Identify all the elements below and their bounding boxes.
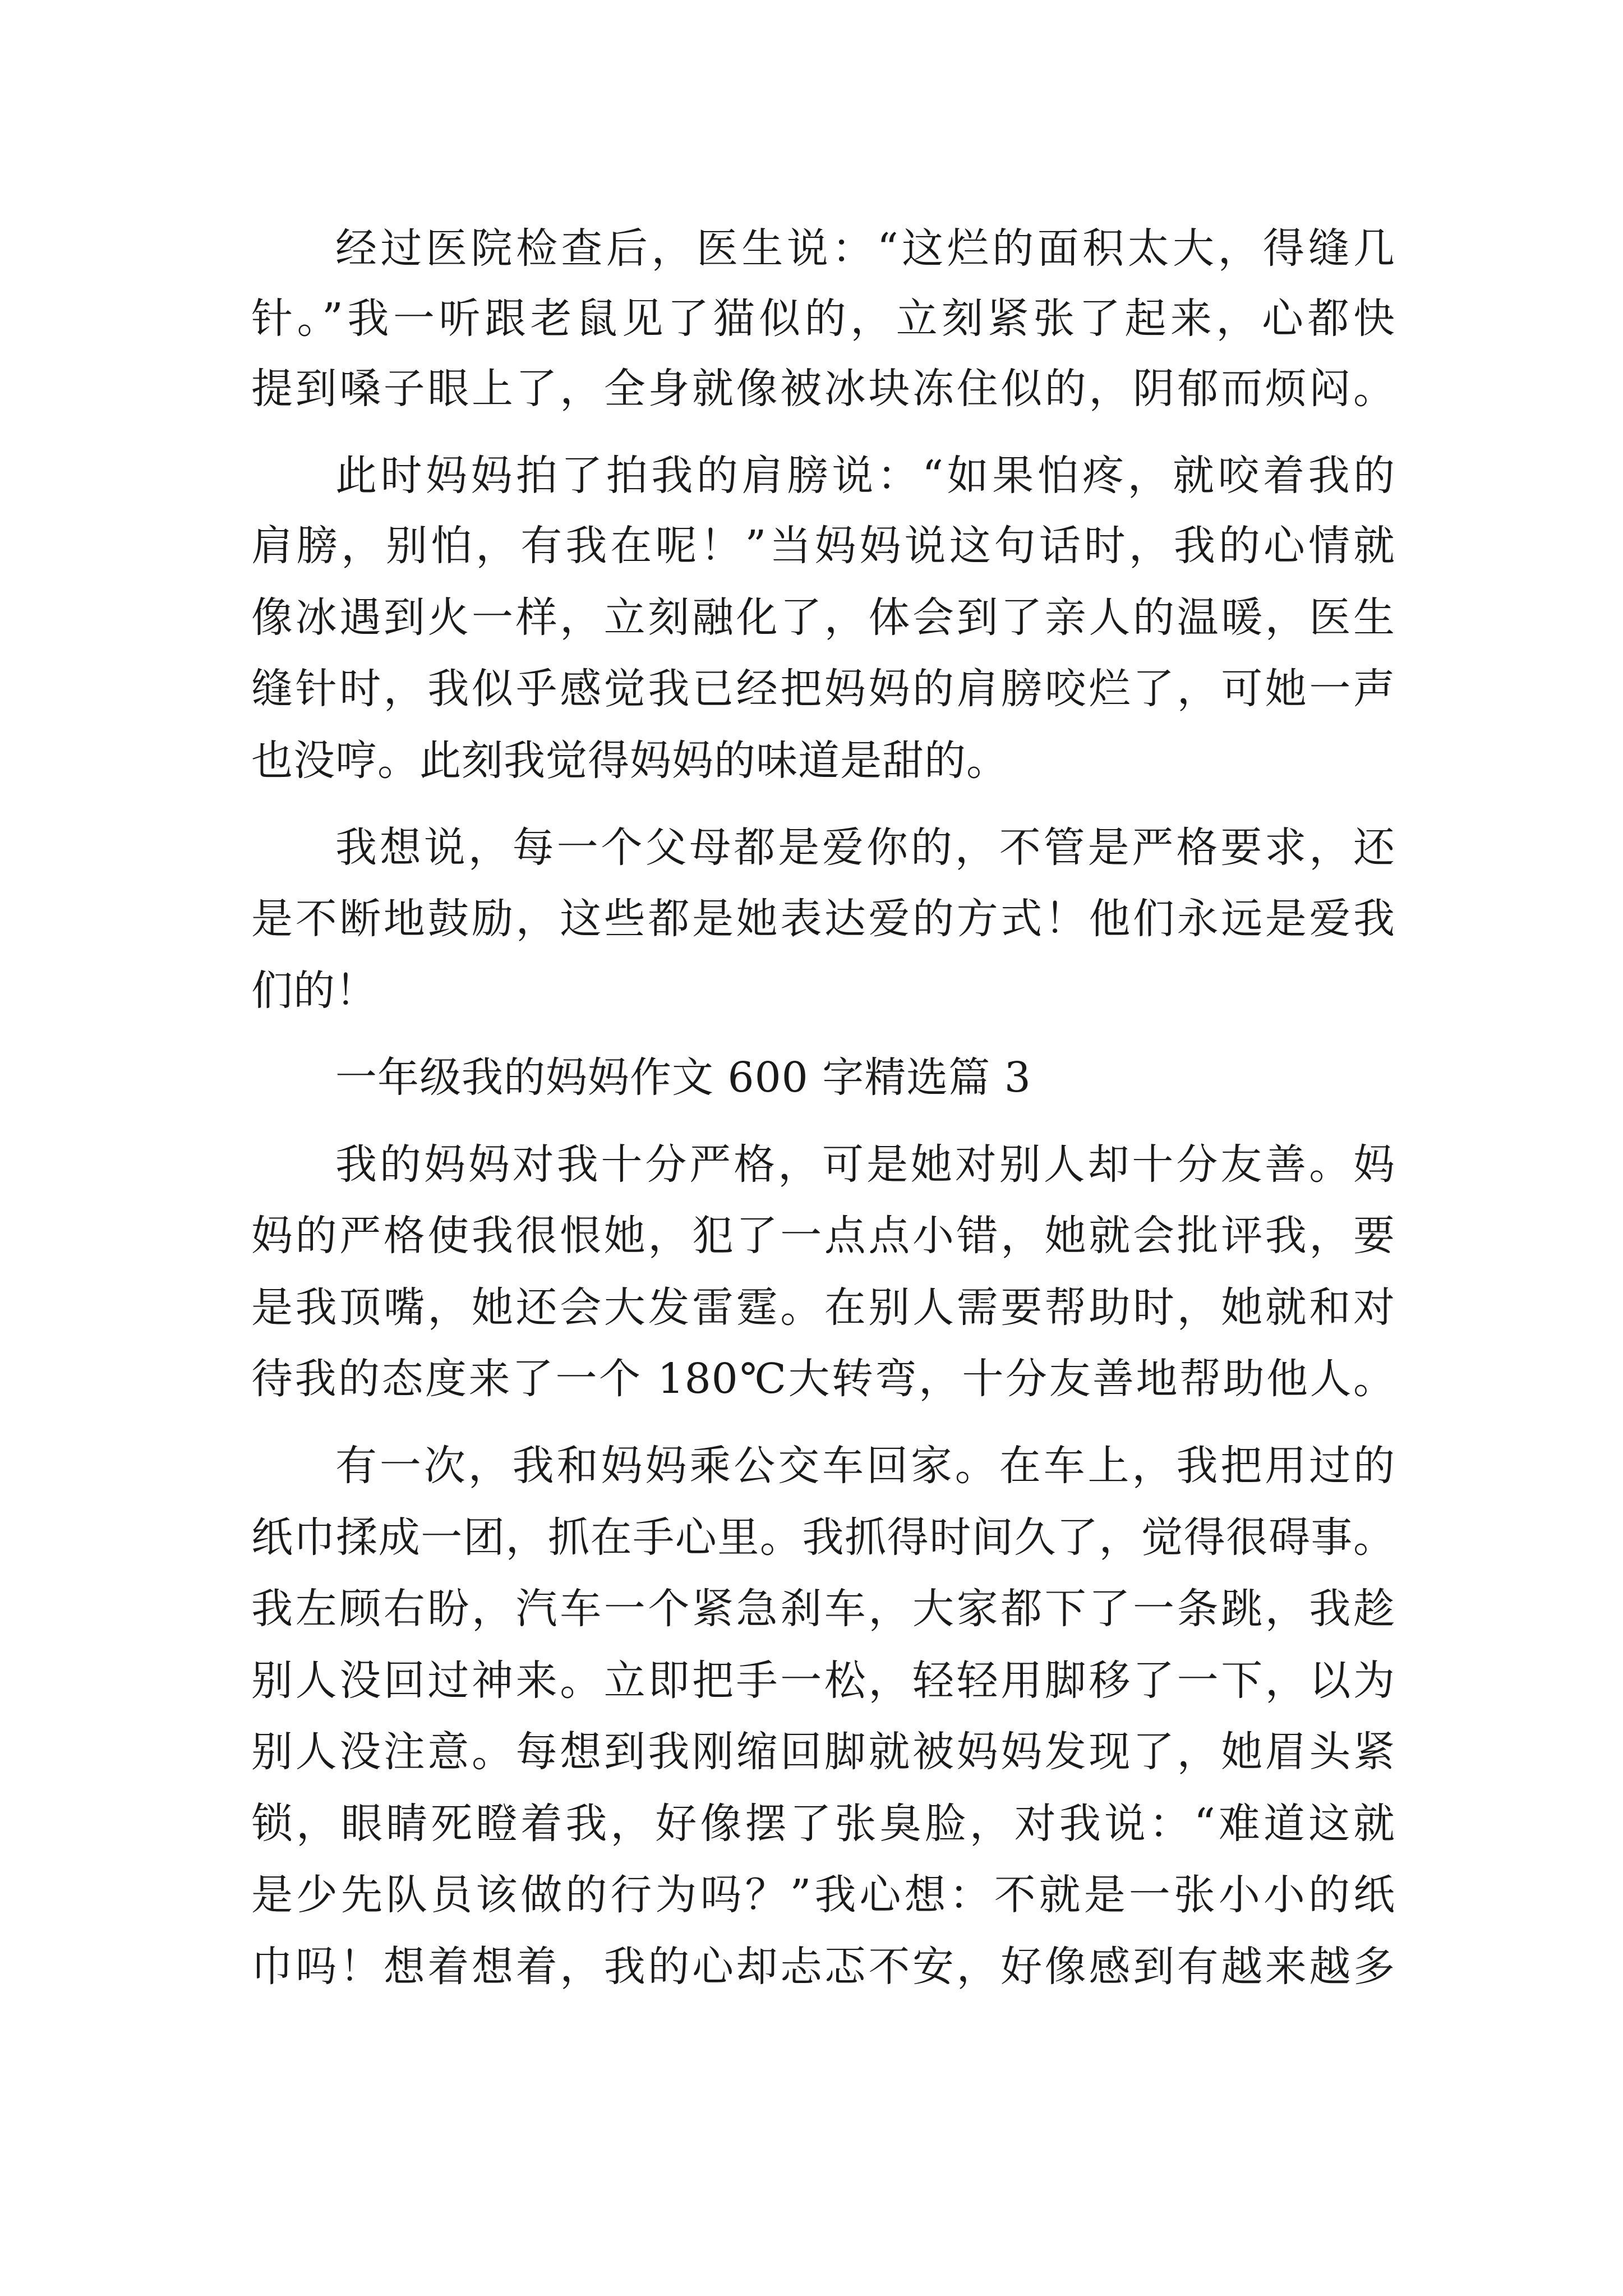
paragraph-line: 此时妈妈拍了拍我的肩膀说：“如果怕疼，就咬着我的 [335, 452, 1395, 500]
paragraph-line: 是不断地鼓励，这些都是她表达爱的方式！他们永远是爱我 [251, 895, 1395, 943]
paragraph-line: 肩膀，别怕，有我在呢！”当妈妈说这句话时，我的心情就 [251, 522, 1395, 570]
paragraph-line: 我的妈妈对我十分严格，可是她对别人却十分友善。妈 [335, 1140, 1395, 1189]
section-heading: 一年级我的妈妈作文 600 字精选篇 3 [335, 1053, 1031, 1102]
paragraph-line: 经过医院检查后，医生说：“这烂的面积太大，得缝几 [335, 224, 1395, 273]
paragraph-line: 也没哼。此刻我觉得妈妈的味道是甜的。 [251, 737, 1008, 785]
paragraph-line: 们的！ [251, 967, 377, 1015]
paragraph-line: 有一次，我和妈妈乘公交车回家。在车上，我把用过的 [335, 1442, 1395, 1490]
paragraph-line: 锁，眼睛死瞪着我，好像摆了张臭脸，对我说：“难道这就 [251, 1800, 1395, 1848]
paragraph-line: 纸巾揉成一团，抓在手心里。我抓得时间久了，觉得很碍事。 [251, 1513, 1395, 1562]
paragraph-line: 我左顾右盼，汽车一个紧急刹车，大家都下了一条跳，我趁 [251, 1585, 1395, 1633]
paragraph-line: 妈的严格使我很恨她，犯了一点点小错，她就会批评我，要 [251, 1212, 1395, 1260]
paragraph-line: 是我顶嘴，她还会大发雷霆。在别人需要帮助时，她就和对 [251, 1283, 1395, 1332]
paragraph-line: 缝针时，我似乎感觉我已经把妈妈的肩膀咬烂了，可她一声 [251, 665, 1395, 713]
paragraph-line: 别人没回过神来。立即把手一松，轻轻用脚移了一下，以为 [251, 1657, 1395, 1705]
paragraph-line: 巾吗！想着想着，我的心却忐忑不安，好像感到有越来越多 [251, 1943, 1395, 1991]
paragraph-line: 待我的态度来了一个 180℃大转弯，十分友善地帮助他人。 [251, 1355, 1395, 1403]
paragraph-line: 是少先队员该做的行为吗？”我心想：不就是一张小小的纸 [251, 1871, 1395, 1919]
paragraph-line: 我想说，每一个父母都是爱你的，不管是严格要求，还 [335, 823, 1395, 872]
paragraph-line: 像冰遇到火一样，立刻融化了，体会到了亲人的温暖，医生 [251, 593, 1395, 642]
paragraph-line: 针。”我一听跟老鼠见了猫似的，立刻紧张了起来，心都快 [251, 295, 1395, 343]
paragraph-line: 提到嗓子眼上了，全身就像被冰块冻住似的，阴郁而烦闷。 [251, 365, 1395, 413]
paragraph-line: 别人没注意。每想到我刚缩回脚就被妈妈发现了，她眉头紧 [251, 1728, 1395, 1776]
